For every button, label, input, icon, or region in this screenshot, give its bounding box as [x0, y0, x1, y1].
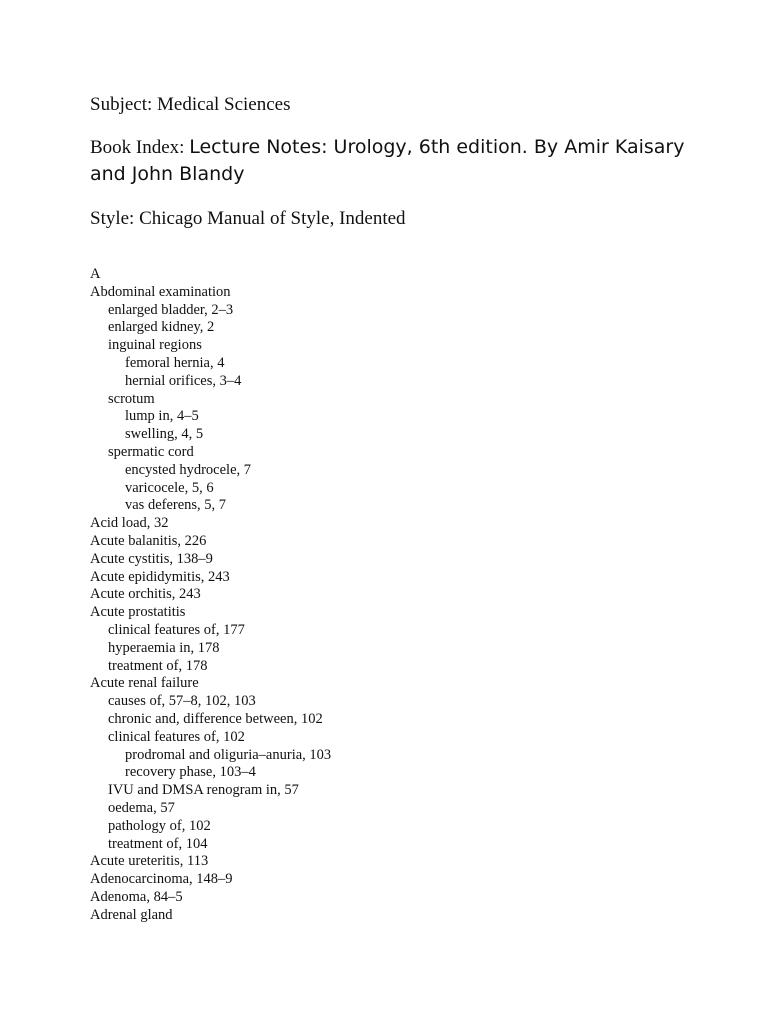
index-list — [90, 266, 331, 924]
index-subentry: clinical features of, 177 — [108, 621, 245, 638]
index-subentry: enlarged bladder, 2–3 — [108, 301, 234, 318]
index-subentry: scrotum — [108, 390, 155, 407]
index-subsubentry: recovery phase, 103–4 — [125, 764, 256, 781]
index-subentry: treatment of, 104 — [108, 835, 208, 852]
book-title: Lecture Notes: Urology, 6th edition. By Amir Kaisary and John Blandy — [90, 136, 685, 185]
index-subsubentry: femoral hernia, 4 — [125, 354, 225, 371]
index-entry: Acute renal failure — [90, 675, 199, 692]
index-entry: Adrenal gland — [90, 906, 173, 923]
style-line — [90, 207, 406, 231]
index-subentry: hyperaemia in, 178 — [108, 639, 220, 656]
book-index-label: Book Index: — [90, 137, 185, 158]
index-subentry: causes of, 57–8, 102, 103 — [108, 693, 256, 710]
index-subentry: enlarged kidney, 2 — [108, 319, 215, 336]
index-subentry: IVU and DMSA renogram in, 57 — [108, 782, 299, 799]
index-subsubentry: vas deferens, 5, 7 — [125, 497, 227, 514]
index-entry: Acute cystitis, 138–9 — [90, 550, 213, 567]
index-subentry: inguinal regions — [108, 337, 202, 354]
index-subentry: chronic and, difference between, 102 — [108, 710, 323, 727]
index-subentry: treatment of, 178 — [108, 657, 208, 674]
index-subsubentry: varicocele, 5, 6 — [125, 479, 214, 496]
index-entry: Acute epididymitis, 243 — [90, 568, 230, 585]
index-entry: Acute prostatitis — [90, 604, 186, 621]
index-subsubentry: lump in, 4–5 — [125, 408, 199, 425]
index-entry: Adenoma, 84–5 — [90, 888, 183, 905]
index-entry: Acute ureteritis, 113 — [90, 853, 209, 870]
index-subentry: clinical features of, 102 — [108, 728, 245, 745]
index-entry: Acute balanitis, 226 — [90, 532, 207, 549]
style-value: Chicago Manual of Style, Indented — [139, 208, 406, 229]
index-subentry: oedema, 57 — [108, 799, 175, 816]
index-entry: Acid load, 32 — [90, 515, 169, 532]
index-subentry: pathology of, 102 — [108, 817, 211, 834]
index-subsubentry: hernial orifices, 3–4 — [125, 372, 242, 389]
index-entry: Adenocarcinoma, 148–9 — [90, 871, 233, 888]
style-label: Style: — [90, 208, 135, 229]
index-entry: Acute orchitis, 243 — [90, 586, 201, 603]
book-index-line — [90, 134, 710, 188]
index-subentry: spermatic cord — [108, 443, 194, 460]
index-entry: Abdominal examination — [90, 283, 231, 300]
subject-label: Subject: — [90, 94, 153, 115]
index-subsubentry: prodromal and oliguria–anuria, 103 — [125, 746, 332, 763]
index-subsubentry: swelling, 4, 5 — [125, 426, 204, 443]
index-subsubentry: encysted hydrocele, 7 — [125, 461, 252, 478]
subject-value: Medical Sciences — [157, 94, 291, 115]
index-entry: A — [90, 266, 101, 282]
subject-line — [90, 93, 291, 117]
